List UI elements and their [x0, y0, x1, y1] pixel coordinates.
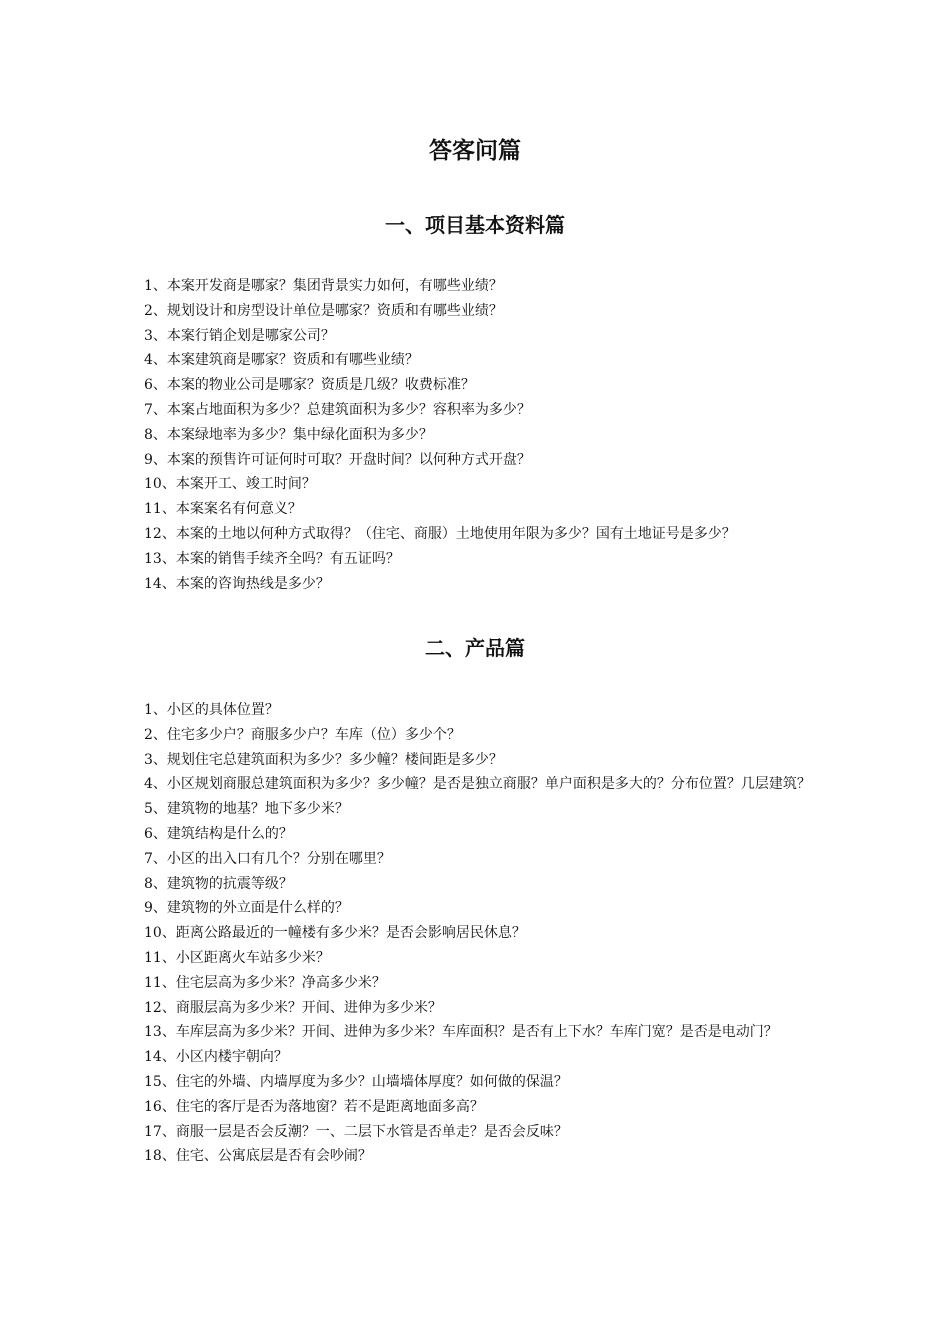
- list-item: 8、本案绿地率为多少？集中绿化面积为多少？: [144, 426, 433, 443]
- list-item: 2、规划设计和房型设计单位是哪家？资质和有哪些业绩？: [144, 302, 503, 319]
- list-item: 3、本案行销企划是哪家公司？: [144, 327, 335, 344]
- list-item: 4、小区规划商服总建筑面积为多少？多少幢？是否是独立商服？单户面积是多大的？分布位置？几层建筑？: [144, 776, 811, 793]
- list-item: 6、建筑结构是什么的？: [144, 825, 293, 842]
- list-item: 9、本案的预售许可证何时可取？开盘时间？以何种方式开盘？: [144, 451, 531, 468]
- list-item: 14、小区内楼宇朝向？: [144, 1049, 288, 1066]
- list-item: 11、住宅层高为多少米？净高多少米？: [144, 974, 386, 991]
- list-item: 7、小区的出入口有几个？分别在哪里？: [144, 850, 391, 867]
- list-item: 16、住宅的客厅是否为落地窗？若不是距离地面多高？: [144, 1098, 484, 1115]
- list-item: 15、住宅的外墙、内墙厚度为多少？山墙墙体厚度？如何做的保温？: [144, 1073, 568, 1090]
- list-item: 13、本案的销售手续齐全吗？有五证吗？: [144, 550, 400, 567]
- list-item: 1、本案开发商是哪家？集团背景实力如何，有哪些业绩？: [144, 278, 503, 294]
- list-item: 4、本案建筑商是哪家？资质和有哪些业绩？: [144, 352, 419, 369]
- list-item: 14、本案的咨询热线是多少？: [144, 575, 330, 592]
- document-title: 答客问篇: [429, 138, 521, 164]
- section-heading-basic-info: 一、项目基本资料篇: [385, 213, 565, 237]
- list-item: 1、小区的具体位置？: [144, 702, 279, 718]
- list-item: 11、小区距离火车站多少米？: [144, 949, 330, 966]
- list-item: 5、建筑物的地基？地下多少米？: [144, 801, 349, 818]
- question-list-basic-info: [144, 274, 812, 596]
- list-item: 11、本案案名有何意义？: [144, 501, 302, 518]
- list-item: 17、商服一层是否会反潮？一、二层下水管是否单走？是否会反味？: [144, 1123, 568, 1140]
- list-item: 3、规划住宅总建筑面积为多少？多少幢？楼间距是多少？: [144, 751, 503, 768]
- section-heading-product: 二、产品篇: [425, 636, 525, 660]
- list-item: 12、本案的土地以何种方式取得？（住宅、商服）土地使用年限为多少？国有土地证号是多少？: [144, 525, 736, 542]
- list-item: 12、商服层高为多少米？开间、进伸为多少米？: [144, 999, 442, 1016]
- question-list-product: [144, 698, 812, 1169]
- list-item: 2、住宅多少户？商服多少户？车库（位）多少个？: [144, 726, 461, 743]
- list-item: 9、建筑物的外立面是什么样的？: [144, 900, 349, 917]
- list-item: 7、本案占地面积为多少？总建筑面积为多少？容积率为多少？: [144, 401, 531, 418]
- list-item: 10、距离公路最近的一幢楼有多少米？是否会影响居民休息？: [144, 925, 526, 942]
- list-item: 6、本案的物业公司是哪家？资质是几级？收费标准？: [144, 377, 475, 394]
- list-item: 8、建筑物的抗震等级？: [144, 875, 293, 892]
- list-item: 18、住宅、公寓底层是否有会吵闹？: [144, 1148, 372, 1165]
- list-item: 13、车库层高为多少米？开间、进伸为多少米？车库面积？是否有上下水？车库门宽？是否是电动门？: [144, 1024, 778, 1041]
- list-item: 10、本案开工、竣工时间？: [144, 476, 316, 493]
